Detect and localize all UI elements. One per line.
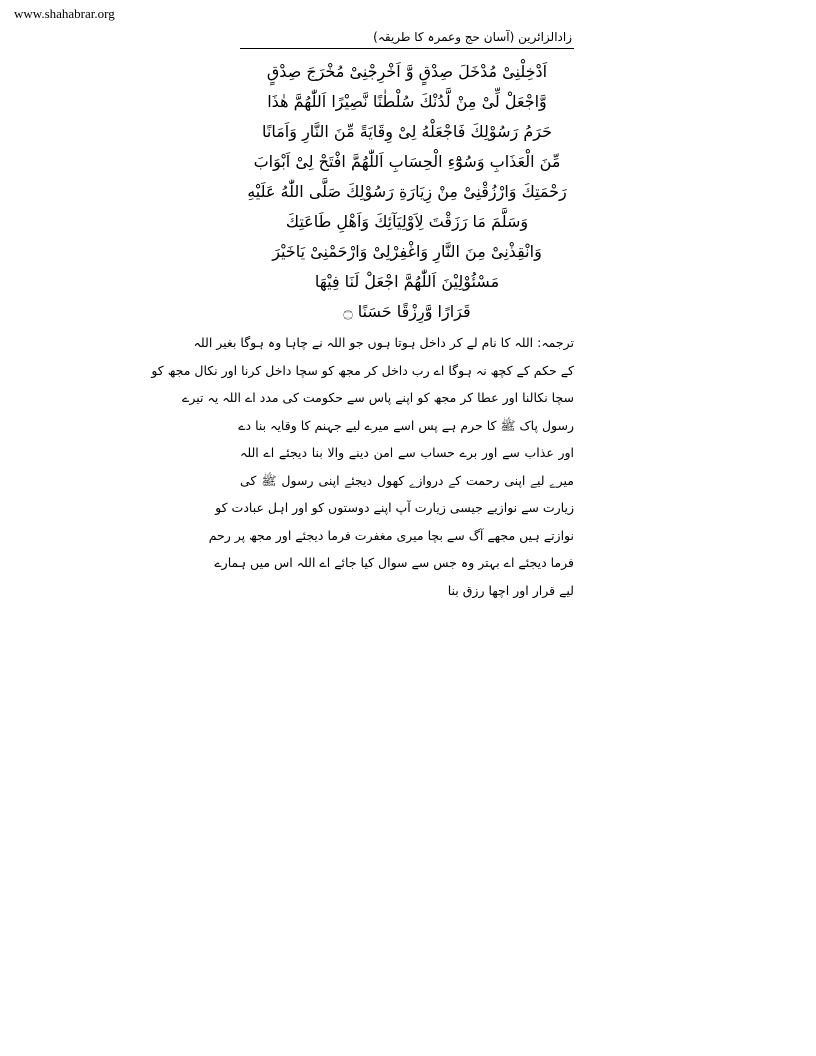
translation-line: ترجمہ: اللہ کا نام لے کر داخل ہوتا ہوں جو اللہ نے چاہا وہ ہوگا بغیر اللہ xyxy=(193,335,574,350)
running-header: زادالزائرین (آسان حج وعمرہ کا طریقہ) xyxy=(373,30,572,44)
dua-line: مِّنَ الْعَذَابِ وَسُوْٓءِ الْحِسَابِ اَللّٰهُمَّ افْتَحْ لِیْ اَبْوَابَ xyxy=(253,152,561,171)
dua-line: مَسْئُوْلِیْنَ اَللّٰهُمَّ اجْعَلْ لَنَا فِیْهَا xyxy=(314,272,500,291)
translation-line: زیارت سے نوازیے جیسی زیارت آپ اپنے دوستوں کو اور اہل عبادت کو xyxy=(215,500,574,515)
header-divider xyxy=(240,48,574,49)
translation-line: رسول پاک ﷺ کا حرم ہے پس اسے میرے لیے جہنم کا وقایہ بنا دے xyxy=(238,417,574,433)
arabic-dua xyxy=(240,57,574,327)
dua-line: رَحْمَتِكَ وَارْزُقْنِیْ مِنْ زِیَارَةِ رَسُوْلِكَ صَلَّی اللّٰهُ عَلَیْهِ xyxy=(247,182,567,201)
dua-line: وَانْقِذْنِیْ مِنَ النَّارِ وَاغْفِرْلِیْ وَارْحَمْنِیْ یَاخَیْرَ xyxy=(272,242,542,261)
translation-line: فرما دیجئے اے بہتر وہ جس سے سوال کیا جائے اے اللہ اس میں ہمارے xyxy=(214,555,574,570)
translation-line: کے حکم کے کچھ نہ ہوگا اے رب داخل کر مجھ کو سچا داخل کرنا اور نکال مجھ کو xyxy=(151,362,574,378)
dua-line: وَّاجْعَلْ لِّیْ مِنْ لَّدُنْكَ سُلْطٰنًا نَّصِیْرًا اَللّٰهُمَّ هٰذَا xyxy=(267,92,547,111)
dua-line: اَدْخِلْنِیْ مُدْخَلَ صِدْقٍ وَّ اَخْرِجْنِیْ مُخْرَجَ صِدْقٍ xyxy=(266,62,548,81)
dua-line: قَرَارًا وَّرِزْقًا حَسَنًا ۝ xyxy=(343,302,471,321)
site-url: www.shahabrar.org xyxy=(14,6,115,21)
book-page xyxy=(151,28,574,604)
urdu-translation xyxy=(151,329,574,604)
translation-line: لیے قرار اور اچھا رزق بنا xyxy=(447,582,574,598)
translation-line: میرے لیے اپنی رحمت کے دروازے کھول دیجئے اپنی رسول ﷺ کی xyxy=(240,472,574,488)
translation-line: سچا نکالنا اور عطا کر مجھ کو اپنے پاس سے حکومت کی مدد اے اللہ یہ تیرے xyxy=(182,390,574,405)
dua-line: حَرَمُ رَسُوْلِكَ فَاجْعَلْهُ لِیْ وِقَایَةً مِّنَ النَّارِ وَاَمَانًا xyxy=(262,122,552,141)
translation-line: اور عذاب سے اور برے حساب سے امن دینے والا بنا دیجئے اے اللہ xyxy=(240,445,574,460)
translation-line: نوازتے ہیں مجھے آگ سے بچا میری مغفرت فرما دیجئے اور مجھ پر رحم xyxy=(208,527,574,543)
dua-line: وَسَلَّمَ مَا رَزَقْتَ لِاَوْلِیَآئِكَ وَاَهْلِ طَاعَتِكَ xyxy=(285,212,529,231)
